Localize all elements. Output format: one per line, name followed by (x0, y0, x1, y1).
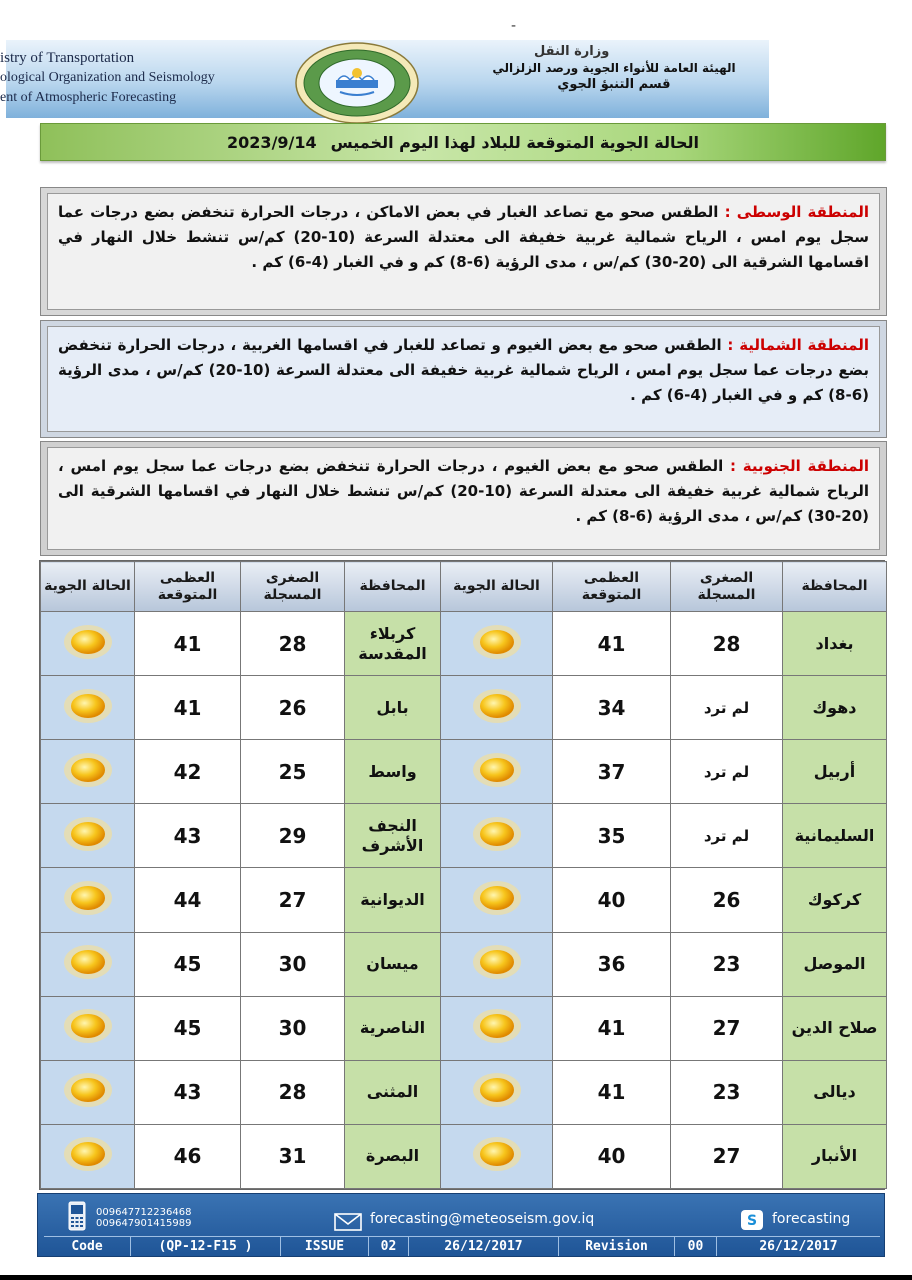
region-south-text: الطقس صحو مع بعض الغيوم ، درجات الحرارة تنخفض بضع درجات عما سجل يوم امس ، الرياح شمالية غربية خفيفة الى معتدلة السرعة (10-20) كم/س تنشط خلال النهار في اقسامها الشرقية الى (20-30) كم/س ، مدى الرؤية (6-8) كم . (58, 457, 869, 525)
max-temp-cell: 43 (135, 804, 241, 868)
footer (37, 1193, 885, 1257)
weather-cell (41, 676, 135, 740)
min-temp-cell: 28 (241, 1060, 345, 1124)
region-south-body (47, 447, 880, 550)
max-temp-cell: 41 (135, 612, 241, 676)
forecast-title-bar (40, 123, 886, 161)
gov-cell: كركوك (783, 868, 887, 932)
code-value: (QP-12-F15 ) (130, 1237, 280, 1256)
weather-cell (441, 1124, 553, 1188)
weather-cell (41, 1124, 135, 1188)
gov-cell: أربيل (783, 740, 887, 804)
sun-icon (471, 878, 523, 918)
min-temp-cell: 26 (671, 868, 783, 932)
min-temp-cell: 27 (241, 868, 345, 932)
code-label: Code (71, 1239, 103, 1254)
phone-numbers (96, 1207, 191, 1229)
forecast-table-grid (40, 561, 887, 1189)
max-temp-cell: 41 (553, 996, 671, 1060)
header-english (0, 48, 230, 108)
gov-cell: واسط (345, 740, 441, 804)
max-temp-cell: 34 (553, 676, 671, 740)
issue-number: 02 (368, 1237, 408, 1256)
gov-cell: ديالى (783, 1060, 887, 1124)
region-central-body (47, 193, 880, 310)
sun-icon (471, 814, 523, 854)
gov-cell: دهوك (783, 676, 887, 740)
max-temp-cell: 36 (553, 932, 671, 996)
gov-cell: ميسان (345, 932, 441, 996)
sun-icon (471, 1134, 523, 1174)
sun-icon (471, 1070, 523, 1110)
weather-cell (41, 1060, 135, 1124)
sun-icon (471, 942, 523, 982)
max-temp-cell: 44 (135, 868, 241, 932)
max-temp-cell: 41 (553, 612, 671, 676)
organization-name-en: ological Organization and Seismology (0, 70, 215, 85)
sun-icon (471, 1006, 523, 1046)
weather-cell (41, 996, 135, 1060)
sun-icon (62, 878, 114, 918)
sun-icon (62, 1070, 114, 1110)
min-temp-cell: 23 (671, 1060, 783, 1124)
min-temp-cell: 31 (241, 1124, 345, 1188)
header-max: العظمى المتوقعة (553, 562, 671, 612)
weather-cell (41, 868, 135, 932)
min-temp-cell: 28 (241, 612, 345, 676)
header-gov: المحافظة (783, 562, 887, 612)
sun-icon (471, 686, 523, 726)
max-temp-cell: 43 (135, 1060, 241, 1124)
gov-cell: الأنبار (783, 1124, 887, 1188)
weather-cell (41, 932, 135, 996)
bottom-edge-line (0, 1275, 912, 1280)
table-row (41, 868, 887, 932)
min-temp-cell: 29 (241, 804, 345, 868)
header-weather: الحالة الجوية (441, 562, 553, 612)
header-arabic (464, 44, 764, 92)
skype-icon (740, 1209, 764, 1231)
ministry-name-en: istry of Transportation (0, 50, 135, 66)
gov-cell: بابل (345, 676, 441, 740)
region-central-text: الطقس صحو مع تصاعد الغبار في بعض الاماكن ، درجات الحرارة تنخفض بضع درجات عما سجل يوم امس ، الرياح شمالية غربية خفيفة الى معتدلة السرعة (10-20) كم/س تنشط خلال النهار في اقسامها الشرقية الى (20-30) كم/س ، مدى الرؤية (6-8) كم و في الغبار (4-6) كم . (58, 203, 869, 271)
min-temp-cell: 26 (241, 676, 345, 740)
department-name-en: ent of Atmospheric Forecasting (0, 90, 177, 105)
skype-handle[interactable]: forecasting (772, 1211, 851, 1227)
weather-cell (441, 676, 553, 740)
min-temp-cell: 30 (241, 932, 345, 996)
max-temp-cell: 45 (135, 996, 241, 1060)
weather-cell (441, 932, 553, 996)
min-temp-cell: لم ترد (671, 676, 783, 740)
revision-number: 00 (674, 1237, 716, 1256)
table-row (41, 996, 887, 1060)
top-dash-mark: - (511, 18, 517, 34)
max-temp-cell: 42 (135, 740, 241, 804)
revision-label: Revision (558, 1237, 674, 1256)
header-min: الصغرى المسجلة (671, 562, 783, 612)
max-temp-cell: 41 (553, 1060, 671, 1124)
max-temp-cell: 46 (135, 1124, 241, 1188)
sun-icon (471, 750, 523, 790)
phone-number-2: 009647901415989 (96, 1218, 192, 1229)
min-temp-cell: 27 (671, 1124, 783, 1188)
region-south-name: المنطقة الجنوبية : (730, 457, 869, 475)
max-temp-cell: 40 (553, 1124, 671, 1188)
table-row (41, 740, 887, 804)
gov-cell: النجف الأشرف (345, 804, 441, 868)
table-row (41, 612, 887, 676)
revision-date: 26/12/2017 (716, 1237, 880, 1256)
gov-cell: الموصل (783, 932, 887, 996)
svg-text:S: S (746, 1213, 758, 1229)
weather-cell (441, 740, 553, 804)
gov-cell: بغداد (783, 612, 887, 676)
table-row (41, 932, 887, 996)
issue-date: 26/12/2017 (408, 1237, 558, 1256)
document-code-row (44, 1236, 880, 1256)
min-temp-cell: 27 (671, 996, 783, 1060)
header-gov: المحافظة (345, 562, 441, 612)
issue-label: ISSUE (280, 1237, 368, 1256)
weather-cell (441, 868, 553, 932)
forecast-table (39, 560, 885, 1190)
ministry-name-ar: وزارة النقل (534, 44, 610, 59)
max-temp-cell: 45 (135, 932, 241, 996)
gov-cell: الناصرية (345, 996, 441, 1060)
forecast-date: 2023/9/14 (227, 132, 317, 152)
max-temp-cell: 37 (553, 740, 671, 804)
sun-icon (62, 622, 114, 662)
sun-icon (62, 1134, 114, 1174)
min-temp-cell: 23 (671, 932, 783, 996)
region-north-text: الطقس صحو مع بعض الغيوم و تصاعد للغبار في اقسامها الغربية ، درجات الحرارة تنخفض بضع درجات عما سجل يوم امس ، الرياح شمالية غربية خفيفة الى معتدلة السرعة (10-20) كم/س ، مدى الرؤية (6-8) كم و في الغبار (4-6) كم . (58, 336, 869, 404)
table-row (41, 1124, 887, 1188)
weather-cell (41, 612, 135, 676)
table-row (41, 1060, 887, 1124)
weather-cell (441, 996, 553, 1060)
min-temp-cell: 28 (671, 612, 783, 676)
min-temp-cell: 25 (241, 740, 345, 804)
weather-cell (441, 804, 553, 868)
region-central-name: المنطقة الوسطى : (724, 203, 869, 221)
max-temp-cell: 35 (553, 804, 671, 868)
phone-icon (68, 1201, 86, 1231)
region-north-name: المنطقة الشمالية : (727, 336, 869, 354)
region-south (40, 441, 887, 556)
sun-icon (471, 622, 523, 662)
phone-number-1: 009647712236468 (96, 1207, 192, 1218)
max-temp-cell: 40 (553, 868, 671, 932)
gov-cell: السليمانية (783, 804, 887, 868)
header-weather: الحالة الجوية (41, 562, 135, 612)
gov-cell: كربلاء المقدسة (345, 612, 441, 676)
sun-icon (62, 814, 114, 854)
sun-icon (62, 1006, 114, 1046)
min-temp-cell: 30 (241, 996, 345, 1060)
sun-icon (62, 942, 114, 982)
organization-name-ar: الهيئة العامة للأنواء الجوية ورصد الزلزالي (492, 61, 736, 75)
gov-cell: البصرة (345, 1124, 441, 1188)
table-row (41, 676, 887, 740)
header-min: الصغرى المسجلة (241, 562, 345, 612)
min-temp-cell: لم ترد (671, 740, 783, 804)
region-north (40, 320, 887, 438)
weather-cell (41, 740, 135, 804)
organization-logo-icon (294, 42, 420, 124)
weather-cell (441, 612, 553, 676)
table-row (41, 804, 887, 868)
header-max: العظمى المتوقعة (135, 562, 241, 612)
min-temp-cell: لم ترد (671, 804, 783, 868)
gov-cell: الديوانية (345, 868, 441, 932)
mail-icon (334, 1213, 362, 1231)
email-link[interactable]: forecasting@meteoseism.gov.iq (370, 1211, 595, 1227)
sun-icon (62, 686, 114, 726)
region-central (40, 187, 887, 316)
department-name-ar: قسم التنبؤ الجوي (557, 77, 671, 92)
weather-cell (41, 804, 135, 868)
max-temp-cell: 41 (135, 676, 241, 740)
forecast-title: الحالة الجوية المتوقعة للبلاد لهذا اليوم الخميس (330, 132, 699, 152)
sun-icon (62, 750, 114, 790)
gov-cell: المثنى (345, 1060, 441, 1124)
table-header-row (41, 562, 887, 612)
gov-cell: صلاح الدين (783, 996, 887, 1060)
region-north-body (47, 326, 880, 432)
weather-cell (441, 1060, 553, 1124)
